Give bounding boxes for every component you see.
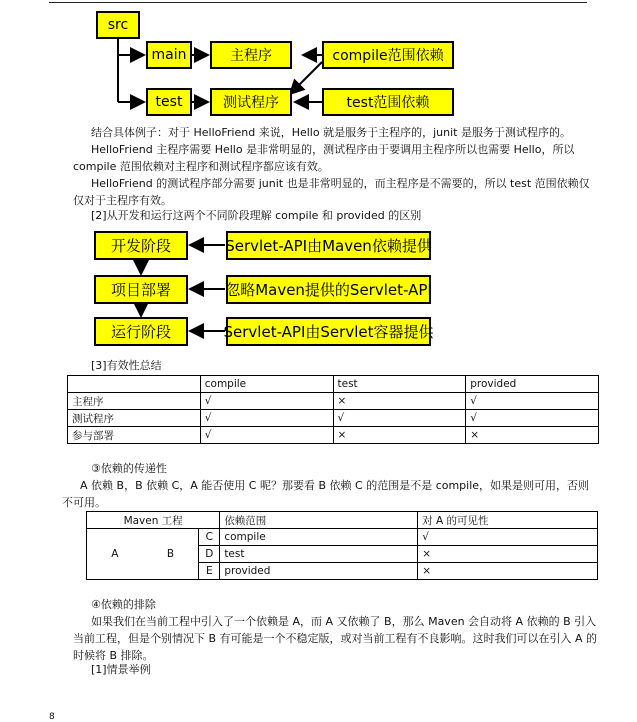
table-cell: D xyxy=(199,546,220,563)
run-stage-box: 运行阶段 xyxy=(94,317,188,346)
heading-scenario: [1]情景举例 xyxy=(91,663,151,676)
dev-note-box: Servlet-API由Maven依赖提供 xyxy=(226,231,431,260)
main-program-box: 主程序 xyxy=(210,41,292,69)
paragraph-test-scope: HelloFriend 的测试程序部分需要 junit 也是非常明显的，而主程序是不需要的，所以 test 范围依赖仅仅对于主程序有效。 xyxy=(73,177,590,207)
table-cell: E xyxy=(199,563,220,580)
table-cell: C xyxy=(199,529,220,546)
table-cell: × xyxy=(333,427,466,444)
table-cell: B xyxy=(143,529,199,580)
table-cell: 主程序 xyxy=(68,393,201,410)
table-cell: A xyxy=(87,529,143,580)
heading-exclusion: ④依赖的排除 xyxy=(91,598,156,611)
paragraph-example: 结合具体例子：对于 HelloFriend 来说，Hello 就是服务于主程序的，junit 是服务于测试程序的。 xyxy=(91,126,571,139)
table-cell: √ xyxy=(466,393,599,410)
test-program-box: 测试程序 xyxy=(210,88,292,116)
table-cell: 参与部署 xyxy=(68,427,201,444)
table-cell: √ xyxy=(418,529,598,546)
table-header-row xyxy=(87,512,598,529)
deploy-stage-box: 项目部署 xyxy=(94,275,188,304)
table-row xyxy=(68,410,599,427)
heading-transitivity: ③依赖的传递性 xyxy=(91,462,167,475)
paragraph-transitivity: A 依赖 B，B 依赖 C，A 能否使用 C 呢？那要看 B 依赖 C 的范围是不是 compile，如果是则可用，否则不可用。 xyxy=(62,479,590,509)
table-cell: √ xyxy=(200,410,333,427)
table-row xyxy=(68,427,599,444)
table-cell: √ xyxy=(200,393,333,410)
table-cell: × xyxy=(466,427,599,444)
run-note-box: Servlet-API由Servlet容器提供 xyxy=(226,317,431,346)
table-header-cell: provided xyxy=(466,376,599,393)
table-cell: compile xyxy=(220,529,418,546)
table-header-row xyxy=(68,376,599,393)
table-header-cell: 对 A 的可见性 xyxy=(418,512,598,529)
table-cell: √ xyxy=(200,427,333,444)
paragraph-compile-scope: HelloFriend 主程序需要 Hello 是非常明显的，测试程序由于要调用主程序所以也需要 Hello，所以 compile 范围依赖对主程序和测试程序都应该有效。 xyxy=(73,143,575,173)
table-cell: provided xyxy=(220,563,418,580)
table-cell: √ xyxy=(466,410,599,427)
table-cell: √ xyxy=(333,410,466,427)
table-header-cell: compile xyxy=(200,376,333,393)
main-box: main xyxy=(146,41,192,69)
transitivity-table xyxy=(86,511,598,580)
table-header-cell: 依赖范围 xyxy=(220,512,418,529)
compile-dependency-box: compile范围依赖 xyxy=(322,41,454,69)
src-box: src xyxy=(96,11,140,39)
dev-stage-box: 开发阶段 xyxy=(94,231,188,260)
table-cell: × xyxy=(333,393,466,410)
table-header-cell xyxy=(68,376,201,393)
table-cell: 测试程序 xyxy=(68,410,201,427)
page-number: 8 xyxy=(49,712,55,722)
test-dependency-box: test范围依赖 xyxy=(322,88,454,116)
table-cell: test xyxy=(220,546,418,563)
table-row xyxy=(68,393,599,410)
heading-compile-vs-provided: [2]从开发和运行这两个不同阶段理解 compile 和 provided 的区别 xyxy=(91,209,422,222)
table-cell: × xyxy=(418,546,598,563)
test-box: test xyxy=(146,88,192,116)
paragraph-exclusion: 如果我们在当前工程中引入了一个依赖是 A，而 A 又依赖了 B，那么 Maven 会自动将 A 依赖的 B 引入当前工程，但是个别情况下 B 有可能是一个不稳定版，或对当前工程有不良影响。这时我们可以在引入 A 的时候将 B 排除。 xyxy=(73,615,598,662)
validity-table xyxy=(67,375,599,444)
table-header-cell: test xyxy=(333,376,466,393)
table-cell: × xyxy=(418,563,598,580)
table-header-cell: Maven 工程 xyxy=(87,512,220,529)
deploy-note-box: 忽略Maven提供的Servlet-API xyxy=(226,275,431,304)
heading-validity-summary: [3]有效性总结 xyxy=(91,359,162,372)
table-row xyxy=(87,529,598,546)
